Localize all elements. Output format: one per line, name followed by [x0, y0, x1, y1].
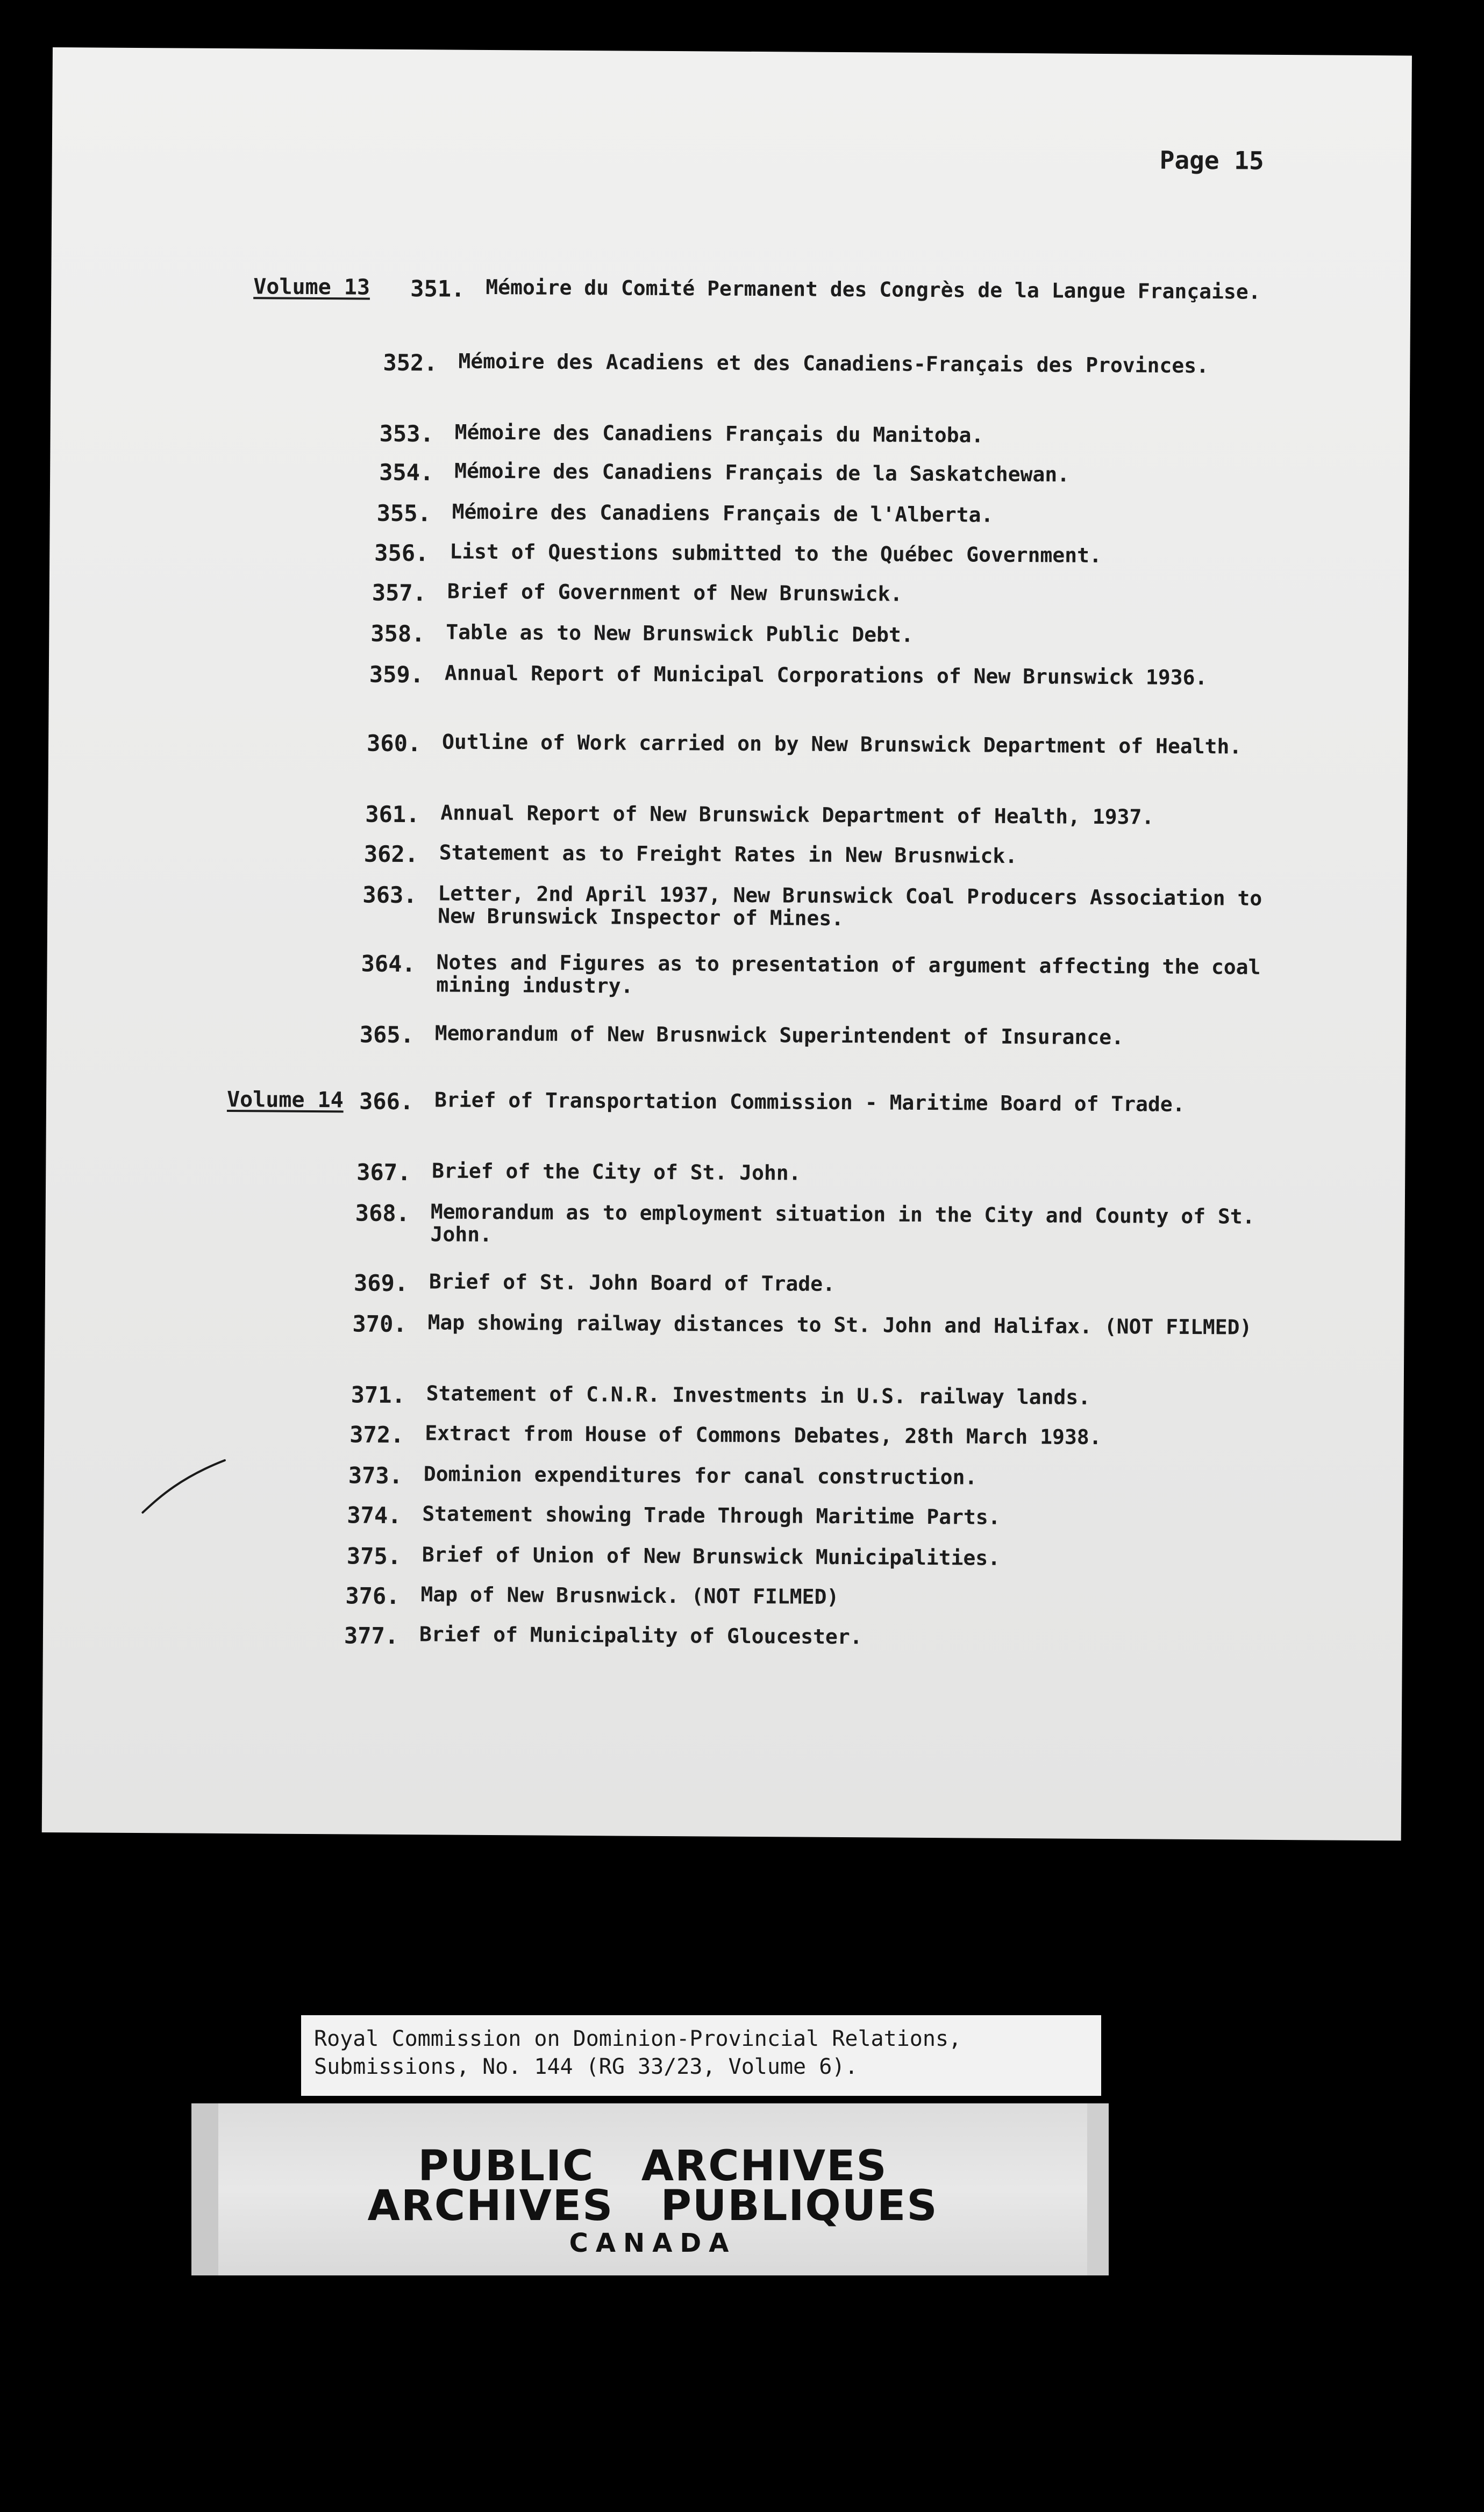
entry-text: Mémoire des Canadiens Français de l'Alberta. [452, 499, 994, 527]
entry-text: Memorandum of New Brusnwick Superintendent of Insurance. [434, 1021, 1124, 1050]
entry-number: 359. [369, 661, 424, 688]
entry-text: Outline of Work carried on by New Brunswick Department of Health. [441, 730, 1242, 759]
entry-text: Mémoire des Acadiens et des Canadiens-Français des Provinces. [458, 349, 1209, 378]
list-item [376, 499, 1345, 527]
list-item [359, 1088, 1327, 1116]
margin-pen-mark [140, 1457, 227, 1516]
entry-number: 353. [379, 420, 434, 447]
reference-line-2: Submissions, No. 144 (RG 33/23, Volume 6). [314, 2054, 858, 2079]
entry-number: 365. [359, 1021, 415, 1048]
entry-number: 373. [348, 1462, 403, 1489]
entry-number: 360. [366, 730, 422, 757]
list-item [359, 1021, 1328, 1050]
entry-text: Mémoire des Canadiens Français du Manitoba. [454, 420, 984, 447]
volume-label: Volume 14 [226, 1087, 344, 1113]
entry-text: Dominion expenditures for canal construction. [423, 1462, 978, 1489]
list-item [353, 1269, 1322, 1297]
entry-number: 352. [383, 349, 438, 376]
entry-text: Extract from House of Commons Debates, 28th March 1938. [425, 1421, 1102, 1449]
entry-text: Brief of Government of New Brunswick. [447, 579, 903, 606]
list-item [351, 1381, 1319, 1409]
entry-number: 374. [347, 1502, 402, 1529]
entry-number: 376. [345, 1582, 400, 1609]
entry-text: Mémoire du Comité Permanent des Congrès de la Langue Française. [486, 275, 1261, 304]
entry-number: 371. [351, 1381, 406, 1409]
list-item [344, 1622, 1312, 1649]
archives-line-french: ARCHIVES PUBLIQUES [367, 2182, 938, 2230]
entry-number: 366. [359, 1088, 414, 1115]
list-item [374, 539, 1342, 567]
archives-line-country: CANADA [569, 2228, 737, 2258]
list-item [345, 1582, 1314, 1609]
public-archives-card [191, 2103, 1109, 2275]
entry-text: Map of New Brusnwick. (NOT FILMED) [420, 1582, 839, 1609]
list-item [349, 1421, 1317, 1449]
list-item [348, 1462, 1316, 1489]
entry-number: 357. [372, 579, 427, 606]
reference-slip [301, 2015, 1101, 2096]
entry-number: 351. [410, 275, 465, 302]
list-item [363, 840, 1332, 868]
entry-number: 372. [349, 1421, 404, 1448]
entry-number: 368. [355, 1200, 410, 1227]
entry-number: 354. [379, 459, 434, 486]
entry-text: Statement of C.N.R. Investments in U.S. railway lands. [426, 1381, 1091, 1409]
list-item [362, 881, 1331, 931]
list-item [356, 1159, 1324, 1186]
entry-number: 370. [352, 1310, 407, 1338]
list-item [365, 801, 1333, 829]
entry-number: 356. [374, 539, 429, 567]
list-item [346, 1543, 1315, 1570]
list-item [379, 459, 1347, 487]
entry-number: 358. [370, 620, 425, 647]
list-item [352, 1310, 1321, 1339]
list-item [372, 579, 1340, 606]
entry-text: Notes and Figures as to presentation of argument affecting the coal mining industry. [436, 950, 1261, 998]
list-item [410, 275, 1378, 304]
list-item [383, 349, 1351, 378]
entry-number: 362. [363, 840, 419, 868]
entry-text: Brief of the City of St. John. [432, 1159, 801, 1185]
entry-text: Mémoire des Canadiens Français de la Saskatchewan. [454, 459, 1070, 487]
entry-number: 355. [376, 499, 432, 527]
list-item [347, 1502, 1315, 1529]
entry-text: List of Questions submitted to the Québec Government. [450, 539, 1102, 567]
page-number: Page 15 [1159, 145, 1264, 175]
entry-text: Brief of St. John Board of Trade. [429, 1269, 836, 1296]
entry-number: 367. [356, 1159, 411, 1186]
entry-number: 364. [361, 950, 416, 977]
list-item [355, 1200, 1323, 1247]
entry-text: Brief of Transportation Commission - Maritime Board of Trade. [434, 1088, 1185, 1116]
entry-text: Annual Report of Municipal Corporations of New Brunswick 1936. [444, 661, 1208, 690]
list-item [370, 620, 1339, 647]
entry-text: Memorandum as to employment situation in the City and County of St. John. [430, 1200, 1255, 1247]
entry-number: 375. [346, 1543, 402, 1570]
entry-text: Statement as to Freight Rates in New Brusnwick. [439, 840, 1018, 868]
volume-label: Volume 13 [253, 274, 370, 300]
entry-text: Map showing railway distances to St. John and Halifax. (NOT FILMED) [427, 1310, 1252, 1339]
entry-number: 363. [362, 881, 417, 909]
entry-text: Brief of Union of New Brunswick Municipalities. [422, 1543, 1001, 1570]
reference-line-1: Royal Commission on Dominion-Provincial Relations, [314, 2026, 962, 2051]
entry-number: 369. [353, 1269, 409, 1297]
entry-text: Letter, 2nd April 1937, New Brunswick Coal Producers Association to New Brunswick Inspector of Mines. [438, 881, 1262, 931]
list-item [366, 730, 1335, 759]
entry-text: Brief of Municipality of Gloucester. [419, 1622, 862, 1649]
entry-number: 377. [344, 1622, 399, 1649]
document-page [42, 47, 1412, 1840]
entry-text: Statement showing Trade Through Maritime Parts. [422, 1502, 1001, 1529]
entry-text: Table as to New Brunswick Public Debt. [446, 620, 914, 647]
entry-number: 361. [365, 801, 420, 828]
list-item [361, 950, 1329, 998]
entry-text: Annual Report of New Brunswick Department of Health, 1937. [440, 801, 1154, 829]
archives-line-english: PUBLIC ARCHIVES [418, 2142, 888, 2190]
list-item [369, 661, 1337, 690]
list-item [379, 420, 1347, 447]
